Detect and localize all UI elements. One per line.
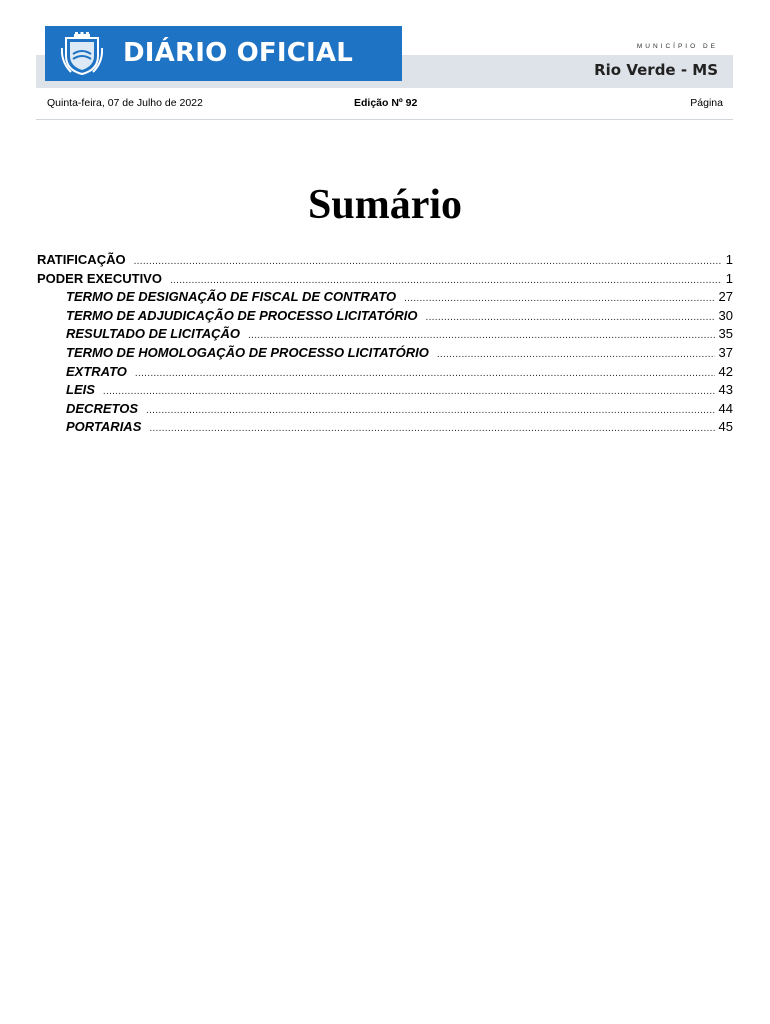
edition-number: Edição Nº 92 xyxy=(354,97,418,109)
toc-entry-label: EXTRATO xyxy=(66,363,127,379)
toc-entry-label: PORTARIAS xyxy=(66,419,142,435)
municipio-label: MUNICÍPIO DE xyxy=(636,43,718,50)
toc-entry-resultado-licitacao[interactable] xyxy=(37,326,733,345)
toc-entry-termo-homologacao[interactable] xyxy=(37,345,733,364)
dot-leader xyxy=(404,293,714,304)
toc-entry-label: TERMO DE DESIGNAÇÃO DE FISCAL DE CONTRATO xyxy=(66,289,397,305)
toc-entry-page: 1 xyxy=(725,270,733,286)
dot-leader xyxy=(426,312,715,323)
toc-entry-ratificacao[interactable] xyxy=(37,252,733,271)
toc-entry-label: TERMO DE HOMOLOGAÇÃO DE PROCESSO LICITATÓRIO xyxy=(66,344,429,360)
dot-leader xyxy=(146,405,715,416)
toc-entry-extrato[interactable] xyxy=(37,364,733,383)
masthead xyxy=(45,26,402,81)
toc-entry-leis[interactable] xyxy=(37,382,733,401)
dot-leader xyxy=(149,423,714,434)
toc-entry-page: 1 xyxy=(725,252,733,267)
toc-entry-termo-designacao[interactable] xyxy=(37,289,733,308)
toc-entry-page: 35 xyxy=(718,326,733,342)
page-label: Página xyxy=(690,97,723,109)
edition-info-row xyxy=(36,97,723,111)
table-of-contents xyxy=(37,252,733,438)
toc-entry-page: 30 xyxy=(718,307,733,323)
toc-entry-poder-executivo[interactable] xyxy=(37,271,733,290)
toc-entry-page: 43 xyxy=(718,382,733,398)
toc-entry-label: PODER EXECUTIVO xyxy=(37,270,162,286)
toc-entry-page: 45 xyxy=(718,419,733,435)
toc-entry-label: DECRETOS xyxy=(66,400,138,416)
toc-entry-termo-adjudicacao[interactable] xyxy=(37,308,733,327)
toc-entry-page: 44 xyxy=(718,400,733,416)
publication-title: DIÁRIO OFICIAL xyxy=(123,38,354,68)
dot-leader xyxy=(134,256,722,267)
municipal-seal-icon xyxy=(61,32,103,76)
dot-leader xyxy=(437,349,715,360)
dot-leader xyxy=(135,368,715,379)
city-name: Rio Verde - MS xyxy=(594,61,718,79)
dot-leader xyxy=(103,386,715,397)
dot-leader xyxy=(170,275,722,286)
dot-leader xyxy=(248,330,714,341)
toc-entry-label: RATIFICAÇÃO xyxy=(37,252,126,267)
toc-entry-page: 42 xyxy=(718,363,733,379)
toc-entry-label: TERMO DE ADJUDICAÇÃO DE PROCESSO LICITATÓRIO xyxy=(66,307,418,323)
toc-entry-page: 37 xyxy=(718,344,733,360)
toc-entry-portarias[interactable] xyxy=(37,419,733,438)
toc-entry-label: LEIS xyxy=(66,382,95,398)
page-title: Sumário xyxy=(307,182,462,228)
header-divider xyxy=(36,119,733,120)
publication-date: Quinta-feira, 07 de Julho de 2022 xyxy=(47,97,203,109)
toc-entry-label: RESULTADO DE LICITAÇÃO xyxy=(66,326,241,342)
toc-entry-decretos[interactable] xyxy=(37,401,733,420)
toc-entry-page: 27 xyxy=(718,289,733,305)
